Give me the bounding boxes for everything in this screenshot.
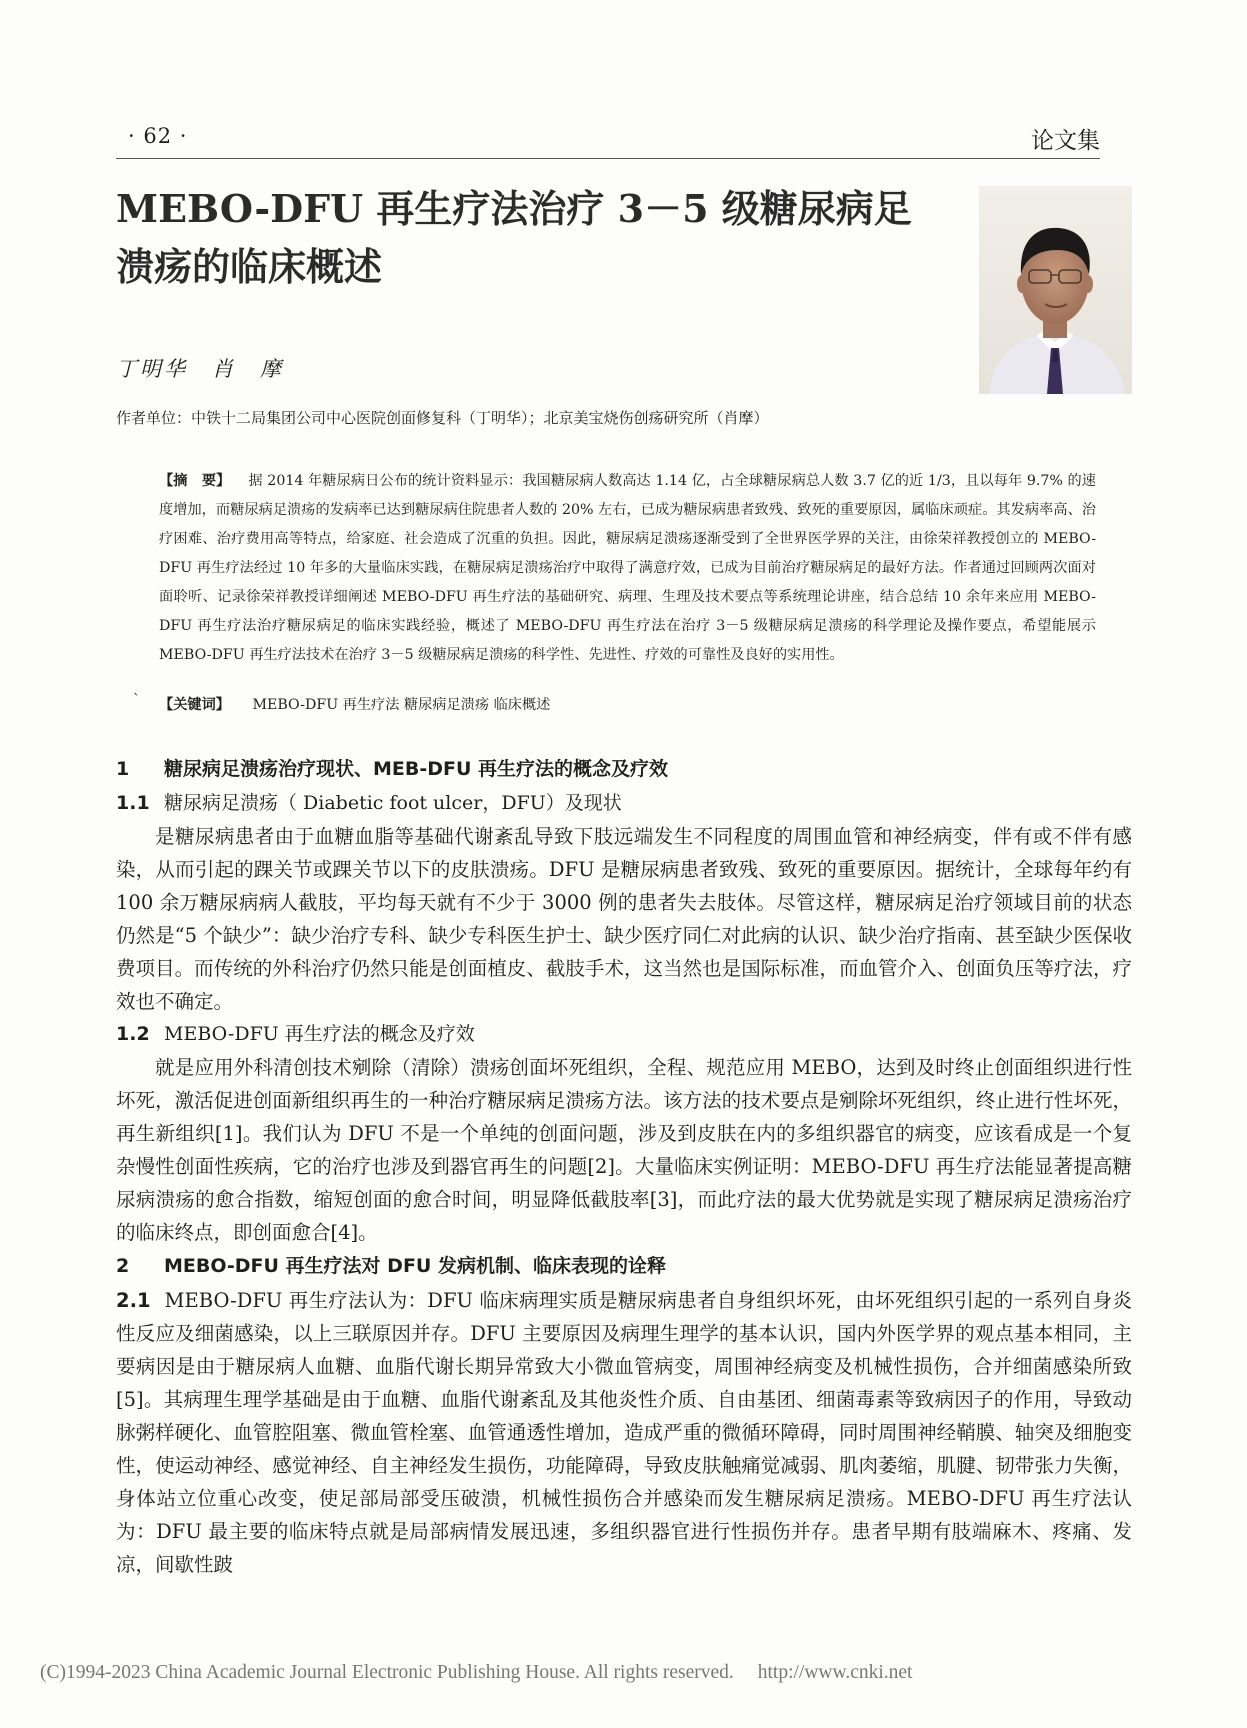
author-affiliation: 作者单位：中铁十二局集团公司中心医院创面修复科（丁明华）；北京美宝烧伤创疡研究所（肖摩） <box>116 409 769 427</box>
page-number: · 62 · <box>128 124 188 148</box>
copyright-text: (C)1994-2023 China Academic Journal Electronic Publishing House. All rights reserved. <box>40 1662 734 1683</box>
abstract-label: 【摘 要】 <box>159 473 231 489</box>
subsection-heading-1-2: 1.2 MEBO-DFU 再生疗法的概念及疗效 <box>116 1023 475 1045</box>
authors: 丁明华 肖 摩 <box>116 357 284 381</box>
paragraph-1-1: 是糖尿病患者由于血糖血脂等基础代谢紊乱导致下肢远端发生不同程度的周围血管和神经病变，伴有或不伴有感染，从而引起的踝关节或踝关节以下的皮肤溃疡。DFU 是糖尿病患者致残、致死的重要原因。据统计，全球每年约有 100 余万糖尿病病人截肢，平均每天就有不少于 3000 例的患者失去肢体。尽管这样，糖尿病足治疗领域目前的状态仍然是“5 个缺少”：缺少治疗专科、缺少专科医生护士、缺少医疗同仁对此病的认识、缺少治疗指南、甚至缺少医保收费项目。而传统的外科治疗仍然只能是创面植皮、截肢手术，这当然也是国际标准，而血管介入、创面负压等疗法，疗效也不确定。 <box>116 825 1132 1013</box>
author-portrait-image <box>979 186 1132 394</box>
article-body <box>116 752 1132 1581</box>
section-heading-2: 2 MEBO-DFU 再生疗法对 DFU 发病机制、临床表现的诠释 <box>116 1255 666 1277</box>
subsection-heading-1-1: 1.1 糖尿病足溃疡（ Diabetic foot ulcer，DFU）及现状 <box>116 792 622 814</box>
section-label: 论文集 <box>1031 128 1100 154</box>
article-title: MEBO-DFU 再生疗法治疗 3－5 级糖尿病足溃疡的临床概述 <box>116 186 912 289</box>
keywords <box>133 692 551 714</box>
section-heading-1: 1 糖尿病足溃疡治疗现状、MEB-DFU 再生疗法的概念及疗效 <box>116 758 669 780</box>
keywords-label: 【关键词】 <box>159 697 230 713</box>
abstract <box>159 467 1096 670</box>
stray-mark: ` <box>133 692 141 708</box>
author-photo <box>979 186 1132 394</box>
header-rule <box>116 158 1100 159</box>
paragraph-1-2: 就是应用外科清创技术剜除（清除）溃疡创面坏死组织，全程、规范应用 MEBO，达到及时终止创面组织进行性坏死，激活促进创面新组织再生的一种治疗糖尿病足溃疡方法。该方法的技术要点是剜除坏死组织，终止进行性坏死，再生新组织[1]。我们认为 DFU 不是一个单纯的创面问题，涉及到皮肤在内的多组织器官的病变，应该看成是一个复杂慢性创面性疾病，它的治疗也涉及到器官再生的问题[2]。大量临床实例证明：MEBO-DFU 再生疗法能显著提高糖尿病溃疡的愈合指数，缩短创面的愈合时间，明显降低截肢率[3]，而此疗法的最大优势就是实现了糖尿病足溃疡治疗的临床终点，即创面愈合[4]。 <box>116 1056 1132 1244</box>
footer-copyright <box>40 1662 912 1684</box>
paragraph-2-1: 2.1 MEBO-DFU 再生疗法认为：DFU 临床病理实质是糖尿病患者自身组织坏死，由坏死组织引起的一系列自身炎性反应及细菌感染，以上三联原因并存。DFU 主要原因及病理生理学的基本认识，国内外医学界的观点基本相同，主要病因是由于糖尿病人血糖、血脂代谢长期异常致大小微血管病变，周围神经病变及机械性损伤，合并细菌感染所致[5]。其病理生理学基础是由于血糖、血脂代谢紊乱及其他炎性介质、自由基团、细菌毒素等致病因子的作用，导致动脉粥样硬化、血管腔阻塞、微血管栓塞、血管通透性增加，造成严重的微循环障碍，同时周围神经鞘膜、轴突及细胞变性，使运动神经、感觉神经、自主神经发生损伤，功能障碍，导致皮肤触痛觉减弱、肌肉萎缩，肌腱、韧带张力失衡，身体站立位重心改变，使足部局部受压破溃，机械性损伤合并感染而发生糖尿病足溃疡。MEBO-DFU 再生疗法认为：DFU 最主要的临床特点就是局部病情发展迅速，多组织器官进行性损伤并存。患者早期有肢端麻木、疼痛、发凉，间歇性跛 <box>116 1289 1132 1576</box>
footer-url[interactable]: http://www.cnki.net <box>757 1662 913 1683</box>
keywords-text: MEBO-DFU 再生疗法 糖尿病足溃疡 临床概述 <box>252 697 551 713</box>
abstract-text: 据 2014 年糖尿病日公布的统计资料显示：我国糖尿病人数高达 1.14 亿，占全球糖尿病总人数 3.7 亿的近 1/3，且以每年 9.7% 的速度增加，而糖尿病足溃疡的发病率已达到糖尿病住院患者人数的 20% 左右，已成为糖尿病患者致残、致死的重要原因，属临床顽症。其发病率高、治疗困难、治疗费用高等特点，给家庭、社会造成了沉重的负担。因此，糖尿病足溃疡逐渐受到了全世界医学界的关注，由徐荣祥教授创立的 MEBO-DFU 再生疗法经过 10 年多的大量临床实践，在糖尿病足溃疡治疗中取得了满意疗效，已成为目前治疗糖尿病足的最好方法。作者通过回顾两次面对面聆听、记录徐荣祥教授详细阐述 MEBO-DFU 再生疗法的基础研究、病理、生理及技术要点等系统理论讲座，结合总结 10 余年来应用 MEBO-DFU 再生疗法治疗糖尿病足的临床实践经验，概述了 MEBO-DFU 再生疗法在治疗 3－5 级糖尿病足溃疡的科学理论及操作要点，希望能展示 MEBO-DFU 再生疗法技术在治疗 3－5 级糖尿病足溃疡的科学性、先进性、疗效的可靠性及良好的实用性。 <box>159 473 1096 663</box>
